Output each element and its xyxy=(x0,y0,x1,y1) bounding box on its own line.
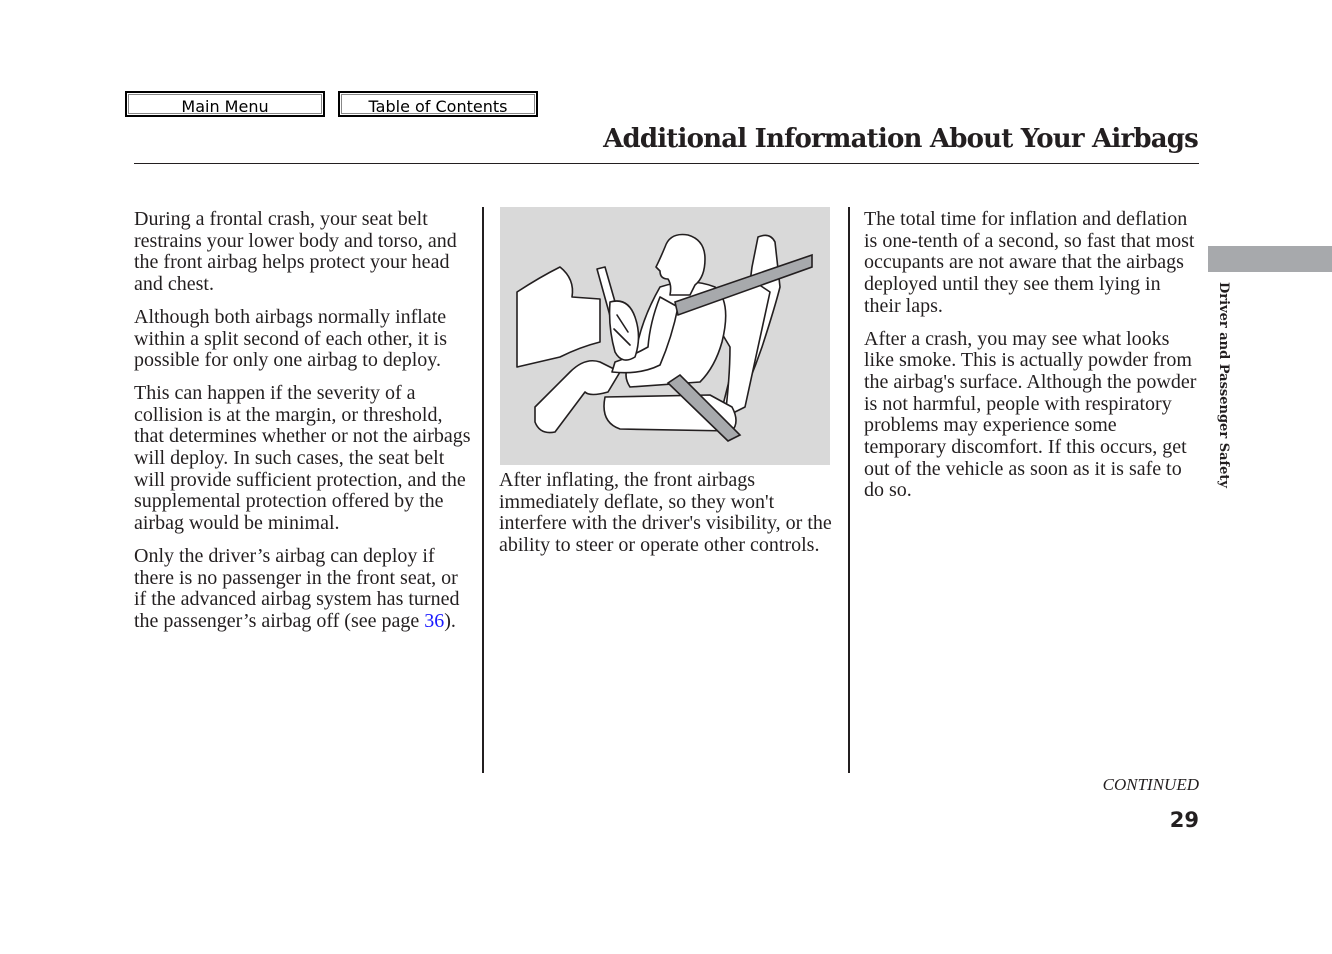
text-column-1 xyxy=(134,209,474,644)
figure-caption: After inflating, the front airbags immediately deflate, so they won't interfere with the driver's visibility, or the ability to steer or operate other controls. xyxy=(499,469,832,557)
table-of-contents-button[interactable]: Table of Contents xyxy=(338,91,538,117)
airbag-illustration xyxy=(500,207,830,465)
text-column-2 xyxy=(499,470,844,568)
section-label: Driver and Passenger Safety xyxy=(1216,282,1231,488)
page-link-36[interactable]: 36 xyxy=(424,609,445,632)
paragraph: This can happen if the severity of a collision is at the margin, or threshold, that determines whether or not the airbags will deploy. In such cases, the seat belt will provide sufficient protection, and the supplemental protection offered by the airbag would be minimal. xyxy=(134,381,471,535)
column-divider xyxy=(848,207,850,773)
page-title: Additional Information About Your Airbags xyxy=(603,124,1198,154)
paragraph: The total time for inflation and deflation is one-tenth of a second, so fast that most occupants are not aware that the airbags deployed until they see them lying in their laps. xyxy=(864,208,1195,317)
text-column-3 xyxy=(864,209,1199,513)
section-tab xyxy=(1208,246,1332,272)
paragraph: During a frontal crash, your seat belt restrains your lower body and torso, and the front airbag helps protect your head and chest. xyxy=(134,208,457,296)
page-number: 29 xyxy=(1169,808,1199,832)
paragraph: After a crash, you may see what looks like smoke. This is actually powder from the airbag's surface. Although the powder is not harmful, people with respiratory problems may experience some temporary discomfort. If this occurs, get out of the vehicle as soon as it is safe to do so. xyxy=(864,327,1197,502)
paragraph: Although both airbags normally inflate within a split second of each other, it is possible for only one airbag to deploy. xyxy=(134,305,448,372)
paragraph-text: Only the driver’s airbag can deploy if there is no passenger in the front seat, or if the advanced airbag system has turned the passenger’s airbag off (see page xyxy=(134,544,460,632)
column-divider xyxy=(482,207,484,773)
main-menu-button[interactable]: Main Menu xyxy=(125,91,325,117)
continued-label: CONTINUED xyxy=(1102,775,1199,794)
title-divider xyxy=(134,163,1199,164)
paragraph-text: ). xyxy=(444,609,456,632)
paragraph xyxy=(134,546,474,633)
